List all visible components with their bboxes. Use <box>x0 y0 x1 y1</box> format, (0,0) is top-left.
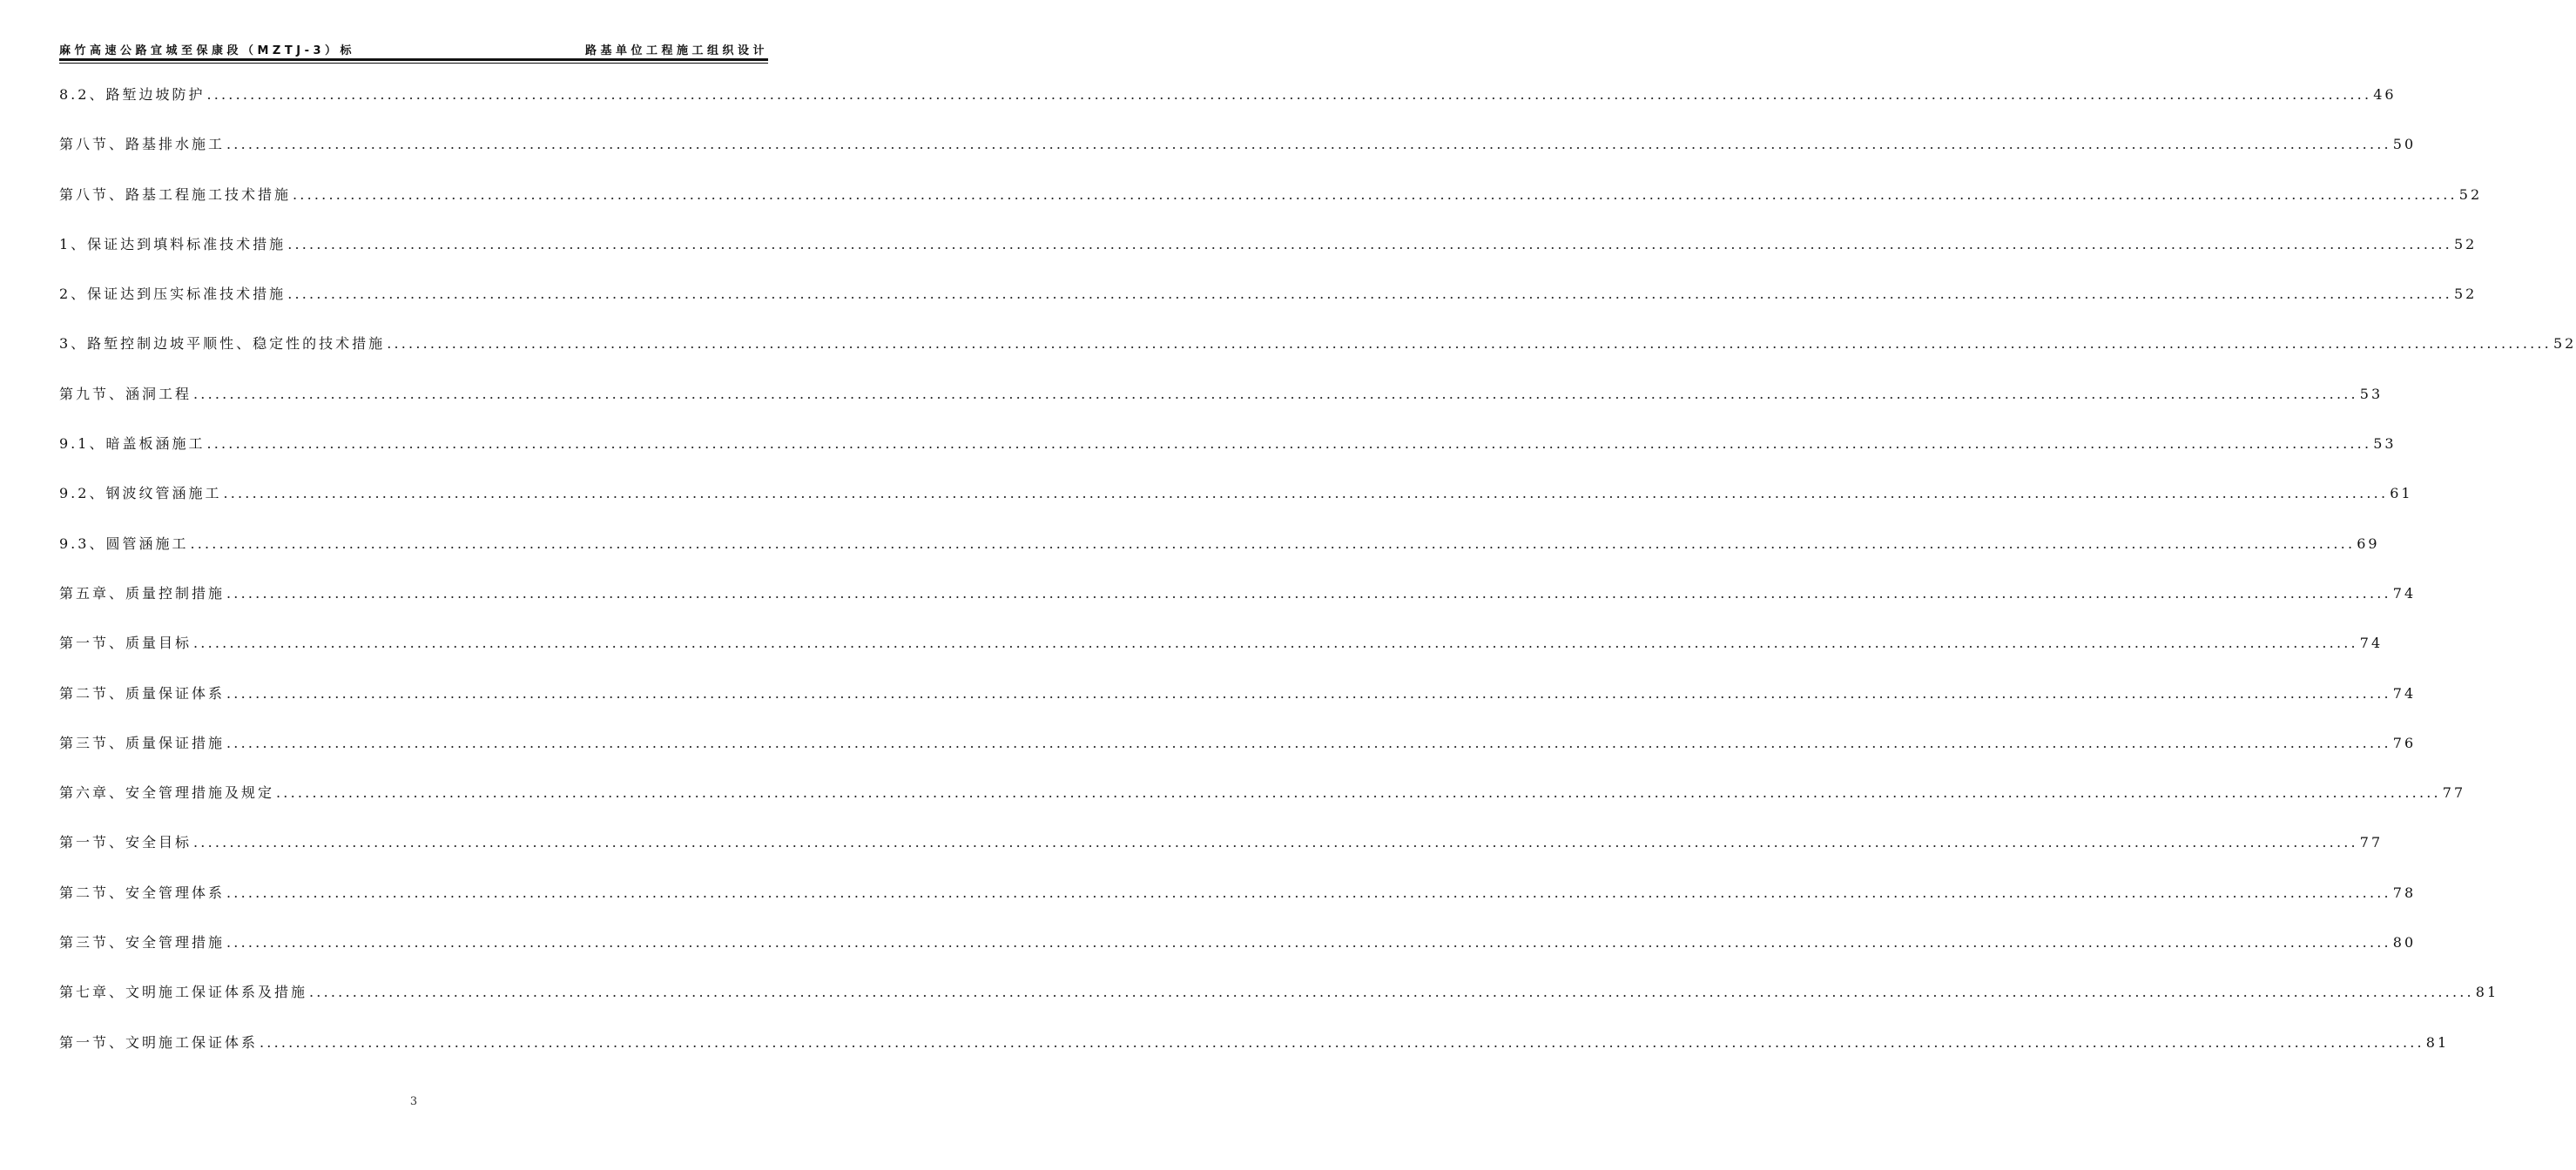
toc-entry[interactable] <box>59 831 2384 881</box>
toc-entry-page: 61 <box>2390 485 2413 502</box>
toc-entry-title: 第一节、文明施工保证体系 <box>59 1033 259 1051</box>
toc-entry-title: 1、保证达到填料标准技术措施 <box>59 235 287 252</box>
toc-entry[interactable] <box>59 682 2417 732</box>
toc-entry[interactable] <box>59 184 2483 233</box>
toc-entry-title: 9.3、圆管涵施工 <box>59 535 189 552</box>
toc-entry[interactable] <box>59 582 2417 632</box>
toc-entry-title: 第二节、质量保证体系 <box>59 684 226 702</box>
toc-dot-leader: ............................................................................................................................................................................................................................................................................................................ <box>309 984 2474 1001</box>
toc-entry-title: 第三节、安全管理措施 <box>59 934 226 951</box>
toc-entry[interactable] <box>59 233 2478 283</box>
toc-entry-title: 第七章、文明施工保证体系及措施 <box>59 984 308 1001</box>
toc-dot-leader: ............................................................................................................................................................................................................................................................................................................ <box>193 834 2358 851</box>
header-project-title: 麻竹高速公路宜城至保康段（MZTJ-3）标 <box>59 44 356 57</box>
toc-entry[interactable] <box>59 632 2384 682</box>
toc-dot-leader: ............................................................................................................................................................................................................................................................................................................ <box>226 884 2391 901</box>
toc-dot-leader: ............................................................................................................................................................................................................................................................................................................ <box>387 335 2552 353</box>
toc-entry[interactable] <box>59 782 2466 831</box>
toc-entry-title: 9.1、暗盖板涵施工 <box>59 435 206 453</box>
toc-entry-page: 81 <box>2475 984 2499 1001</box>
toc-entry-page: 80 <box>2392 934 2417 951</box>
toc-entry-page: 74 <box>2359 635 2384 652</box>
toc-entry-page: 52 <box>2453 235 2478 252</box>
toc-entry[interactable] <box>59 981 2499 1031</box>
toc-dot-leader: ............................................................................................................................................................................................................................................................................................................ <box>193 385 2358 402</box>
toc-entry-title: 第一节、质量目标 <box>59 635 192 652</box>
toc-entry[interactable] <box>59 882 2417 931</box>
running-header <box>59 38 768 57</box>
toc-dot-leader: ............................................................................................................................................................................................................................................................................................................ <box>226 684 2391 702</box>
toc-dot-leader: ............................................................................................................................................................................................................................................................................................................ <box>287 235 2452 252</box>
toc-entry-title: 第三节、质量保证措施 <box>59 734 226 751</box>
toc-entry[interactable] <box>59 533 2380 582</box>
toc-entry-title: 2、保证达到压实标准技术措施 <box>59 286 287 303</box>
toc-dot-leader: ............................................................................................................................................................................................................................................................................................................ <box>190 535 2356 552</box>
toc-entry-title: 第六章、安全管理措施及规定 <box>59 784 275 802</box>
toc-dot-leader: ............................................................................................................................................................................................................................................................................................................ <box>293 185 2458 203</box>
toc-entry-page: 81 <box>2425 1033 2450 1051</box>
toc-entry-page: 53 <box>2373 435 2397 453</box>
toc-dot-leader: ............................................................................................................................................................................................................................................................................................................ <box>226 584 2391 602</box>
toc-entry[interactable] <box>59 931 2417 981</box>
toc-entry[interactable] <box>59 1032 2450 1081</box>
toc-entry-title: 第八节、路基工程施工技术措施 <box>59 185 292 203</box>
toc-entry-title: 第八节、路基排水施工 <box>59 136 226 153</box>
toc-entry-title: 第五章、质量控制措施 <box>59 584 226 602</box>
toc-entry-title: 第一节、安全目标 <box>59 834 192 851</box>
toc-entry[interactable] <box>59 433 2397 482</box>
toc-entry-page: 74 <box>2392 584 2417 602</box>
toc-entry[interactable] <box>59 133 2417 183</box>
toc-entry[interactable] <box>59 383 2384 433</box>
header-rule-thick <box>59 58 768 61</box>
toc-entry[interactable] <box>59 482 2413 532</box>
toc-entry-page: 52 <box>2458 185 2483 203</box>
toc-entry[interactable] <box>59 333 2576 382</box>
table-of-contents <box>59 84 2576 1081</box>
toc-entry-page: 76 <box>2392 734 2417 751</box>
toc-dot-leader: ............................................................................................................................................................................................................................................................................................................ <box>223 485 2389 502</box>
toc-dot-leader: ............................................................................................................................................................................................................................................................................................................ <box>226 136 2391 153</box>
toc-dot-leader: ............................................................................................................................................................................................................................................................................................................ <box>206 435 2372 453</box>
toc-entry-page: 52 <box>2453 286 2478 303</box>
toc-entry-title: 3、路堑控制边坡平顺性、稳定性的技术措施 <box>59 335 386 353</box>
toc-entry[interactable] <box>59 732 2417 782</box>
toc-dot-leader: ............................................................................................................................................................................................................................................................................................................ <box>287 286 2452 303</box>
header-rule-thin <box>59 63 768 64</box>
toc-entry-page: 46 <box>2373 86 2397 103</box>
toc-entry-title: 第九节、涵洞工程 <box>59 385 192 402</box>
toc-entry-page: 50 <box>2392 136 2417 153</box>
toc-entry-title: 第二节、安全管理体系 <box>59 884 226 901</box>
toc-entry-page: 78 <box>2392 884 2417 901</box>
toc-dot-leader: ............................................................................................................................................................................................................................................................................................................ <box>260 1033 2424 1051</box>
toc-entry[interactable] <box>59 84 2397 133</box>
header-document-title: 路基单位工程施工组织设计 <box>584 44 768 57</box>
toc-dot-leader: ............................................................................................................................................................................................................................................................................................................ <box>226 734 2391 751</box>
toc-entry[interactable] <box>59 283 2478 333</box>
toc-entry-title: 8.2、路堑边坡防护 <box>59 86 206 103</box>
page-number: 3 <box>409 1095 418 1108</box>
toc-dot-leader: ............................................................................................................................................................................................................................................................................................................ <box>226 934 2391 951</box>
toc-dot-leader: ............................................................................................................................................................................................................................................................................................................ <box>206 86 2372 103</box>
toc-entry-page: 53 <box>2359 385 2384 402</box>
toc-dot-leader: ............................................................................................................................................................................................................................................................................................................ <box>276 784 2441 802</box>
toc-entry-page: 77 <box>2442 784 2466 802</box>
toc-entry-title: 9.2、钢波纹管涵施工 <box>59 485 222 502</box>
toc-entry-page: 74 <box>2392 684 2417 702</box>
toc-dot-leader: ............................................................................................................................................................................................................................................................................................................ <box>193 635 2358 652</box>
toc-entry-page: 77 <box>2359 834 2384 851</box>
toc-entry-page: 69 <box>2357 535 2380 552</box>
toc-entry-page: 52 <box>2552 335 2576 353</box>
